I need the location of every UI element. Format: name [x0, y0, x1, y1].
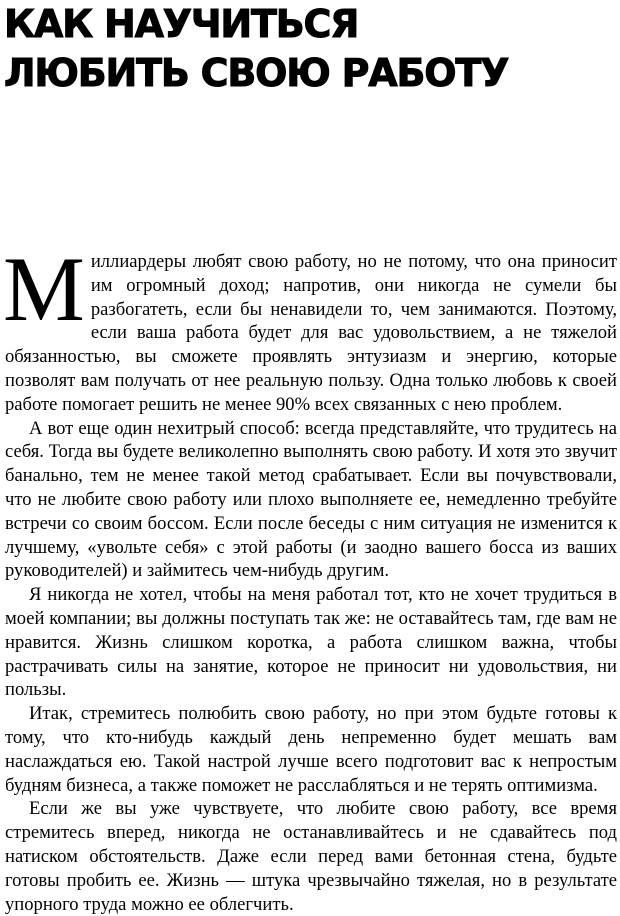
chapter-title — [4, 0, 616, 98]
paragraph-3: Я никогда не хотел, чтобы на меня работал тот, кто не хочет трудиться в моей компании; вы должны поступать так же: не оставайтесь там, где вам не нравится. Жизнь слишком коротка, а работа слишком важна, чтобы растрачивать силы на занятие, которое не приносит ни удовольствия, ни пользы. — [5, 584, 617, 701]
paragraph-1-text: иллиардеры любят свою работу, но не потому, что она приносит им огромный доход; напротив, они никогда не сумели бы разбогатеть, если бы ненавидели то, чем занимаются. Поэтому, если ваша работа будет для вас удовольствием, а не тяжелой обязанностью, вы сможете проявлять энтузиазм и энергию, которые позволят вам получать от нее реальную пользу. Одна только любовь к своей работе помогает решить не менее 90% всех связанных с нею проблем. — [5, 251, 617, 415]
chapter-title-line-2: ЛЮБИТЬ СВОЮ РАБОТУ — [4, 51, 509, 95]
paragraph-1 — [3, 238, 617, 417]
drop-cap: М — [3, 238, 85, 340]
paragraph-2: А вот еще один нехитрый способ: всегда представляйте, что трудитесь на себя. Тогда вы будете великолепно выполнять свою работу. И хотя это звучит банально, тем не менее такой метод срабатывает. Если вы почувствовали, что не любите свою работу или плохо выполняете ее, немедленно требуйте встречи со своим боссом. Если после беседы с ним ситуация не изменится к лучшему, «увольте себя» с этой работы (и заодно вашего босса из ваших руководителей) и займитесь чем-нибудь другим. — [5, 417, 617, 582]
article-body — [3, 238, 617, 916]
chapter-title-line-1: КАК НАУЧИТЬСЯ — [4, 2, 359, 46]
paragraph-4: Итак, стремитесь полюбить свою работу, но при этом будьте готовы к тому, что кто-нибудь каждый день непременно будет мешать вам наслаждаться ею. Такой настрой лучше всего подготовит вас к непростым будням бизнеса, а также поможет не расслабляться и не терять оптимизма. — [5, 703, 617, 796]
paragraph-5: Если же вы уже чувствуете, что любите свою работу, все время стремитесь вперед, никогда не останавливайтесь и не сдавайтесь под натиском обстоятельств. Даже если перед вами бетонная стена, будьте готовы пробить ее. Жизнь — штука чрезвычайно тяжелая, но в результате упорного труда можно ее облегчить. — [5, 798, 617, 915]
